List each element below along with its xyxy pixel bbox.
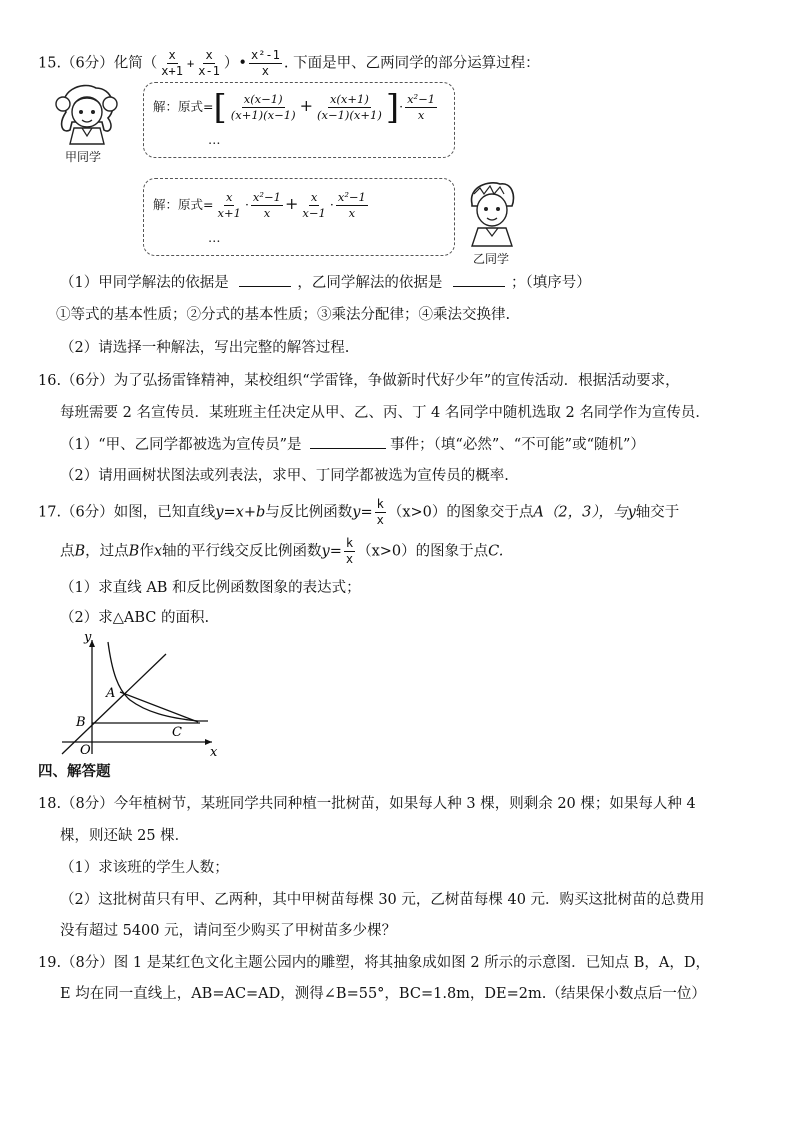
q18-part1: （1）求该班的学生人数； xyxy=(60,860,229,876)
q15-part1: （1）甲同学解法的依据是 ，乙同学解法的依据是 ；（填序号） xyxy=(60,272,591,293)
yi-frac-d: $\frac{\text{x²−1}}{x}$ xyxy=(337,190,366,220)
q17-line2: 点B，过点B作x轴的平行线交反比例函数y= $\frac{k}{x}$ （x>0）的图象于点C. xyxy=(60,536,504,566)
q15-blank-jia[interactable] xyxy=(239,272,291,287)
student-yi-caption: 乙同学 xyxy=(473,252,510,266)
q19-line1: 19.（8分）图 1 是某红色文化主题公园内的雕塑，将其抽象成如图 2 所示的示意图．已知点 B，A，D， xyxy=(38,955,711,971)
q15-frac-3: $\frac{\text{x²-1}}{x}$ xyxy=(250,48,280,78)
q15-number: 15.（6分）化简（ xyxy=(38,55,158,72)
q15-part2: （2）请选择一种解法，写出完整的解答过程. xyxy=(60,340,350,356)
q16-blank[interactable] xyxy=(310,434,386,449)
fig-label-b: B xyxy=(76,715,86,730)
student-yi-avatar xyxy=(460,178,522,248)
q15-frac-1: $\frac{x}{x+1}$ xyxy=(161,48,183,78)
q15-blank-yi[interactable] xyxy=(453,272,505,287)
yi-frac-c: $\frac{x}{x-1}$ xyxy=(302,190,326,220)
q17-figure xyxy=(50,632,230,757)
q17-frac-k-2: $\frac{k}{x}$ xyxy=(345,536,354,566)
student-jia-avatar xyxy=(52,82,120,148)
q16-part1: （1）“甲、乙同学都被选为宣传员”是 事件；（填“必然”、“不可能”或“随机”） xyxy=(60,434,645,455)
yi-dots: … xyxy=(208,230,221,245)
q15-options: ①等式的基本性质；②分式的基本性质；③乘法分配律；④乘法交换律. xyxy=(56,307,511,323)
q17-line1: 17.（6分）如图，已知直线y=x+b与反比例函数y= $\frac{k}{x}$ （x>0）的图象交于点A（2，3），与y轴交于 xyxy=(38,497,680,527)
fig-label-x: x xyxy=(210,745,218,757)
yi-frac-a: $\frac{x}{x+1}$ xyxy=(217,190,241,220)
fig-label-o: O xyxy=(80,743,91,757)
student-jia-caption: 甲同学 xyxy=(65,150,102,164)
q18-part2-line2: 没有超过 5400 元，请问至少购买了甲树苗多少棵？ xyxy=(60,923,397,939)
jia-frac-c: $\frac{\text{x²−1}}{x}$ xyxy=(407,92,436,122)
q16-line2: 每班需要 2 名宣传员．某班班主任决定从甲、乙、丙、丁 4 名同学中随机选取 2 名同学作为宣传员． xyxy=(60,405,710,421)
q17-frac-k-1: $\frac{k}{x}$ xyxy=(376,497,384,527)
q18-part2-line1: （2）这批树苗只有甲、乙两种，其中甲树苗每棵 30 元，乙树苗每棵 40 元．购买这批树苗的总费用 xyxy=(60,892,705,908)
q15-frac-2: $\frac{x}{x-1}$ xyxy=(198,48,220,78)
q15-stem: 15.（6分）化简（ $\frac{x}{x+1}$ + $\frac{x}{x-1}$ ）• $\frac{\text{x²-1}}{x}$ . 下面是甲、乙两同学的部分运算过程： xyxy=(38,48,540,78)
segment-ac xyxy=(120,692,198,722)
jia-dots: … xyxy=(208,132,221,147)
hyperbola-curve xyxy=(108,642,208,721)
q18-line2: 棵，则还缺 25 棵． xyxy=(60,828,190,844)
q16-part2: （2）请用画树状图法或列表法，求甲、丁同学都被选为宣传员的概率. xyxy=(60,468,509,484)
fig-label-c: C xyxy=(172,725,182,740)
jia-frac-b: $\frac{x(x+1)}{(x-1)(x+1)}$ xyxy=(316,92,382,122)
jia-frac-a: $\frac{x(x-1)}{(x+1)(x-1)}$ xyxy=(230,92,296,122)
q16-line1: 16.（6分）为了弘扬雷锋精神，某校组织“学雷锋，争做新时代好少年”的宣传活动．根据活动要求， xyxy=(38,373,680,389)
fig-label-a: A xyxy=(106,686,116,701)
q17-part2: （2）求△ABC 的面积. xyxy=(60,610,210,626)
jia-solution-line: 解：原式=[ $\frac{x(x-1)}{(x+1)(x-1)}$ + $\frac{x(x+1)}{(x-1)(x+1)}$ ]· $\frac{\text{x²−1}}{x}$ xyxy=(153,87,436,128)
fig-label-y: y xyxy=(84,632,92,645)
q18-line1: 18.（8分）今年植树节，某班同学共同种植一批树苗，如果每人种 3 棵，则剩余 20 棵；如果每人种 4 xyxy=(38,796,696,812)
section-title-answers: 四、解答题 xyxy=(38,764,111,780)
yi-frac-b: $\frac{\text{x²−1}}{x}$ xyxy=(252,190,281,220)
q17-part1: （1）求直线 AB 和反比例函数图象的表达式； xyxy=(60,580,361,596)
yi-solution-line: 解：原式= $\frac{x}{x+1}$ · $\frac{\text{x²−1}}{x}$ + $\frac{x}{x-1}$ · $\frac{\text{x²−1}}{x}$ xyxy=(153,190,366,220)
q19-line2: E 均在同一直线上，AB=AC=AD，测得∠B=55°，BC=1.8m，DE=2m.（结果保小数点后一位） xyxy=(60,986,706,1002)
